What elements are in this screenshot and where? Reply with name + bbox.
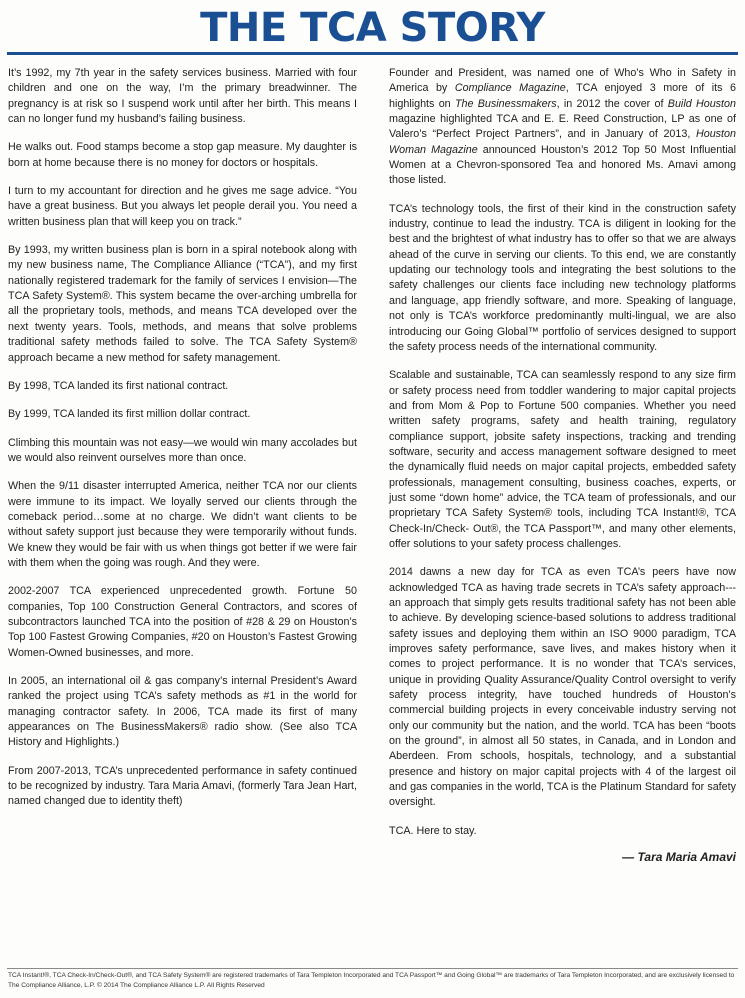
paragraph: I turn to my accountant for direction and he gives me sage advice. “You have a great business. But you always let people derail you. You need a written business plan that will keep you on track.” bbox=[8, 185, 357, 228]
page-title: THE TCA STORY bbox=[200, 5, 545, 51]
signature: — Tara Maria Amavi bbox=[622, 850, 736, 865]
paragraph: 2014 dawns a new day for TCA as even TCA’s peers have now acknowledged TCA as having trade secrets in TCA’s safety approach---an approach that simply gets results traditional safety has not been able to achieve. By developing science-based solutions to address traditional safety issues and deploying them within an ISO 9000 paradigm, TCA improves safety performance, save lives, and makes history when it comes to project performance. It is no wonder that TCA’s services, unique in providing Quality Assurance/Quality Control oversight to verify safety process integrity, have touched hundreds of Houston’s commercial building projects in every conceivable industry serving not only our community but the nation, and the world. TCA has been “boots on the ground”, in almost all 50 states, in Canada, and in London and Aberdeen. From schools, hospitals, technology, and a substantial presence and history on major capital projects with 4 of the largest oil and gas companies in the world, TCA is the Platinum Standard for safety oversight. bbox=[389, 566, 736, 809]
publication-title: Houston Woman Magazine bbox=[389, 128, 736, 156]
paragraph: By 1999, TCA landed its first million dollar contract. bbox=[8, 408, 251, 421]
paragraph: By 1998, TCA landed its first national contract. bbox=[8, 379, 229, 392]
text-run: magazine highlighted TCA and E. E. Reed Construction, LP as one of Valero’s “Perfect Project Partners”, and in January of 2013, bbox=[389, 113, 736, 141]
publication-title: Compliance Magazine bbox=[454, 82, 566, 95]
paragraph bbox=[389, 66, 736, 189]
closing-line: TCA. Here to stay. bbox=[389, 824, 477, 837]
footer-rule bbox=[7, 968, 738, 969]
paragraph: TCA’s technology tools, the first of their kind in the construction safety industry, continue to lead the industry. TCA is diligent in looking for the best and the brightest of what industry has to offer so that we are always ahead of the curve in serving our clients. To this end, we are constantly updating our technology tools and integrating the best solutions to the safety challenges our clients face including new technology platforms and language, app friendly software, and more. Speaking of language, not only is TCA’s workforce predominantly multi-lingual, we are also introducing our Going Global™ portfolio of services designed to support the safety process needs of the international community. bbox=[389, 202, 736, 353]
text-run: Founder and President, was named one of Who’s Who in Safety in America by bbox=[389, 67, 736, 95]
footer-trademark-notice: TCA Instant!®, TCA Check-In/Check-Out®, and TCA Safety System® are registered trademarks of Tara Templeton Incorporated and TCA Passport™ and Going Global™ are trademarks of Tara Templeton Incorporated, and are exclusively licensed to The Compliance Alliance, L.P. © 2014 The Compliance Alliance L.P. All Rights Reserved bbox=[8, 972, 735, 989]
paragraph: When the 9/11 disaster interrupted America, neither TCA nor our clients were immune to its impact. We loyally served our clients through the comeback period…some at no charge. We didn’t want clients to be without safety support just because they were temporarily without funds. We knew they would be fair with us when things got better if we were fair with them when the going was rough. And they were. bbox=[8, 480, 357, 569]
left-column bbox=[8, 66, 357, 823]
paragraph: It’s 1992, my 7th year in the safety services business. Married with four children and one on the way, I’m the primary breadwinner. The pregnancy is at risk so I suspend work until after her birth. This means I can no longer fund my husband’s failing business. bbox=[8, 67, 357, 126]
paragraph: 2002-2007 TCA experienced unprecedented growth. Fortune 50 companies, Top 100 Construction General Contractors, and scores of subcontractors launched TCA into the position of #28 & 29 on Houston’s Top 100 Fastest Growing Companies, #20 on Houston’s Fastest Growing Women-Owned businesses, and more. bbox=[8, 585, 357, 659]
publication-title: The Businessmakers bbox=[454, 97, 557, 110]
text-run: announced Houston’s 2012 Top 50 Most Influential Women at a Chevron-sponsored Tea and honored Ms. Amavi among those listed. bbox=[389, 143, 737, 187]
paragraph: From 2007-2013, TCA’s unprecedented performance in safety continued to be recognized by industry. Tara Maria Amavi, (formerly Tara Jean Hart, named changed due to identity theft) bbox=[8, 764, 357, 808]
paragraph: He walks out. Food stamps become a stop gap measure. My daughter is born at home because there is no money for doctors or hospitals. bbox=[8, 141, 357, 169]
paragraph: By 1993, my written business plan is born in a spiral notebook along with my new business name, The Compliance Alliance (“TCA”), and my first nationally registered trademark for the family of services I envision—The TCA Safety System®. This system became the over-arching umbrella for all the proprietary tools, methods, and means TCA developed over the next twenty years. Tools, methods, and means that solve problems traditional safety methods failed to solve. The TCA Safety System® approach became a new method for safety management. bbox=[8, 244, 357, 364]
right-column bbox=[389, 66, 736, 866]
paragraph: Scalable and sustainable, TCA can seamlessly respond to any size firm or safety process need from toddler wandering to major capital projects and from Mom & Pop to Fortune 500 companies. Whether you need written safety programs, safety and health training, regulatory compliance support, jobsite safety inspections, tracking and trending software, security and access management software designed to meet the dynamically fluid needs on major capital projects, embedded safety professionals, management consulting, business coaches, experts, or just some “down home” advice, the TCA team of professionals, and our proprietary TCA Safety System® tools, including TCA Instant!®, TCA Check-In/Check- Out®, the TCA Passport™, and many other elements, offer solutions to your safety process challenges. bbox=[389, 369, 736, 550]
text-run: , TCA enjoyed 3 more of its 6 highlights on bbox=[389, 82, 736, 110]
text-run: , in 2012 the cover of bbox=[556, 97, 668, 110]
publication-title: Build Houston bbox=[667, 97, 737, 110]
paragraph: In 2005, an international oil & gas company’s internal President’s Award ranked the project using TCA’s safety methods as #1 in the world for managing contractor safety. In 2006, TCA made its first of many appearances on The BusinessMakers® radio show. (See also TCA History and Highlights.) bbox=[8, 675, 357, 749]
paragraph: Climbing this mountain was not easy—we would win many accolades but we would also reinvent ourselves more than once. bbox=[8, 436, 357, 464]
title-rule bbox=[7, 52, 738, 55]
